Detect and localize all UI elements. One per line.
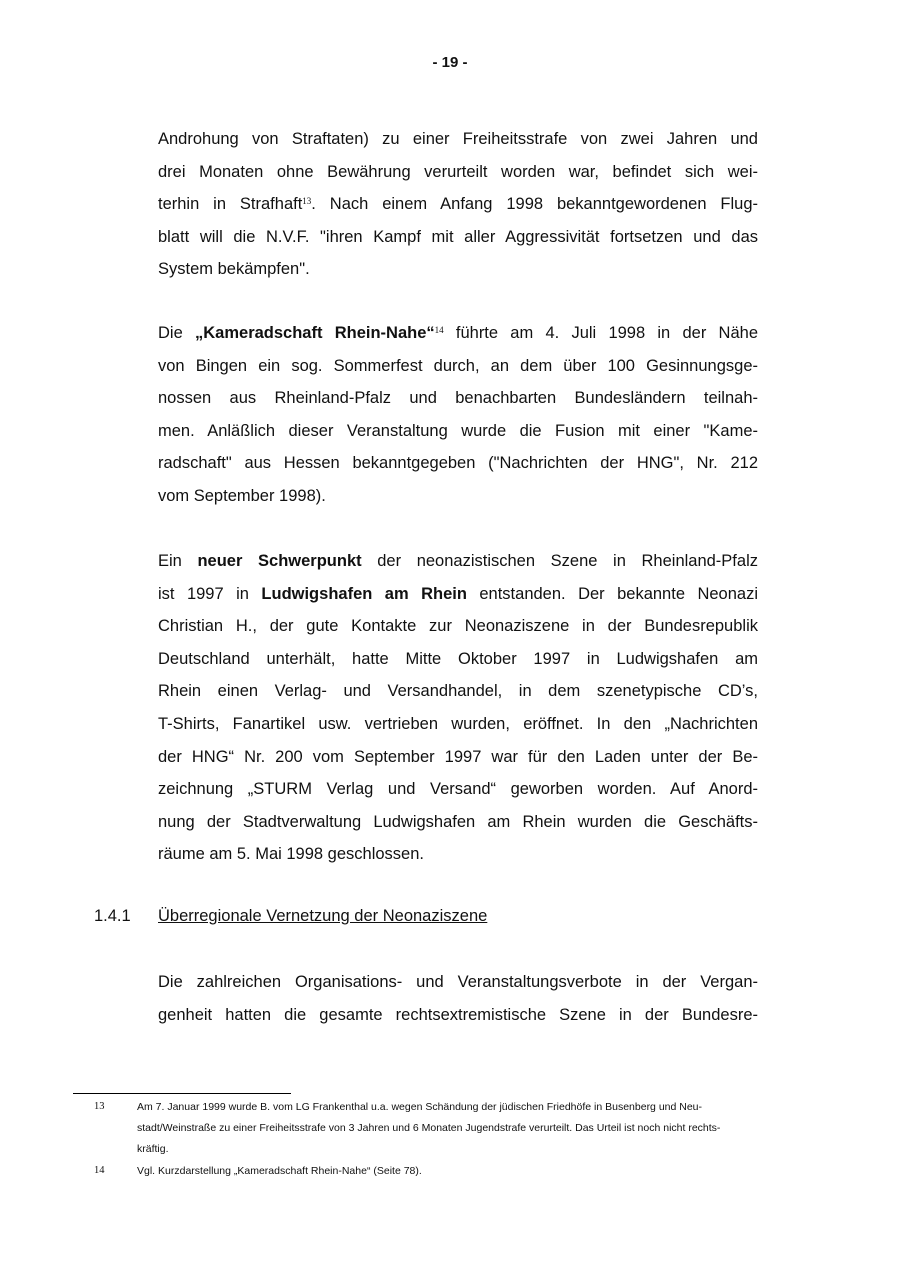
- text-line: [158, 259, 758, 279]
- text-line: [158, 714, 758, 734]
- bold-text: Ludwigshafen am Rhein: [261, 584, 467, 603]
- text-line: [158, 323, 758, 343]
- text: führte am 4. Juli 1998 in der Nähe: [443, 324, 759, 342]
- text: nung der Stadtverwaltung Ludwigshafen am Rhein wurden die Geschäfts-: [158, 812, 758, 831]
- text-line: [158, 779, 758, 799]
- text: Die: [158, 324, 195, 342]
- text: . Nach einem Anfang 1998 bekanntgewordenen Flug-: [311, 195, 758, 214]
- text: der HNG“ Nr. 200 vom September 1997 war für den Laden unter der Be-: [158, 747, 758, 766]
- text: System bekämpfen".: [158, 260, 310, 279]
- text: drei Monaten ohne Bewährung verurteilt worden war, befindet sich wei-: [158, 162, 758, 181]
- page-number: - 19 -: [432, 54, 468, 71]
- text: räume am 5. Mai 1998 geschlossen.: [158, 845, 424, 864]
- text: entstanden. Der bekannte Neonazi: [466, 584, 758, 603]
- text-line: [158, 356, 758, 376]
- footnote-number: 14: [94, 1165, 105, 1176]
- text: von Bingen ein sog. Sommerfest durch, an dem über 100 Gesinnungsge-: [158, 356, 758, 375]
- text-line: [158, 129, 758, 149]
- text-line: [158, 844, 758, 864]
- text: men. Anläßlich dieser Veranstaltung wurde die Fusion mit einer "Kame-: [158, 421, 758, 440]
- text-line: [158, 162, 758, 182]
- text: nossen aus Rheinland-Pfalz und benachbarten Bundesländern teilnah-: [158, 389, 758, 408]
- footnote-line: stadt/Weinstraße zu einer Freiheitsstrafe von 3 Jahren und 6 Monaten Jugendstrafe verurteilt. Das Urteil ist noch nicht rechts-: [137, 1122, 721, 1134]
- text-line: [158, 681, 758, 701]
- footnote-line: Vgl. Kurzdarstellung „Kameradschaft Rhein-Nahe“ (Seite 78).: [137, 1165, 422, 1177]
- text: Rhein einen Verlag- und Versandhandel, in dem szenetypische CD’s,: [158, 682, 758, 701]
- section-number: 1.4.1: [94, 907, 131, 925]
- text-line: [158, 486, 758, 506]
- text: Ein: [158, 552, 198, 570]
- text-line: [158, 747, 758, 767]
- text-line: [158, 616, 758, 636]
- text: der neonazistischen Szene in Rheinland-Pfalz: [361, 552, 758, 570]
- text: Deutschland unterhält, hatte Mitte Oktober 1997 in Ludwigshafen am: [158, 649, 758, 668]
- footnote-divider: [73, 1093, 291, 1094]
- section-title: Überregionale Vernetzung der Neonaziszene: [158, 907, 488, 925]
- text-line: [158, 194, 758, 214]
- text-line: [158, 453, 758, 473]
- bold-text: neuer Schwerpunkt: [197, 552, 362, 570]
- text: radschaft" aus Hessen bekanntgegeben ("Nachrichten der HNG", Nr. 212: [158, 454, 758, 473]
- text-line: [158, 421, 758, 441]
- text-line: [158, 584, 758, 604]
- footnote-line: kräftig.: [137, 1143, 169, 1155]
- text-line: [158, 388, 758, 408]
- text-line: [158, 972, 758, 992]
- footnote-number: 13: [94, 1101, 105, 1112]
- text: Christian H., der gute Kontakte zur Neonaziszene in der Bundesrepublik: [158, 617, 758, 636]
- text-line: [158, 227, 758, 247]
- text: terhin in Strafhaft: [158, 195, 303, 214]
- text-line: [158, 551, 758, 571]
- bold-text: „Kameradschaft Rhein-Nahe“: [195, 324, 435, 342]
- text: zeichnung „STURM Verlag und Versand“ geworben worden. Auf Anord-: [158, 780, 758, 799]
- footnote-line: Am 7. Januar 1999 wurde B. vom LG Frankenthal u.a. wegen Schändung der jüdischen Friedhöfe in Busenberg und Neu-: [137, 1101, 703, 1113]
- text-line: [158, 649, 758, 669]
- text-line: [158, 1005, 758, 1025]
- footnote-reference: 13: [302, 196, 312, 207]
- footnote-reference: 14: [434, 325, 444, 335]
- text: T-Shirts, Fanartikel usw. vertrieben wurden, eröffnet. In den „Nachrichten: [158, 715, 758, 733]
- text: vom September 1998).: [158, 487, 326, 505]
- text-line: [158, 812, 758, 832]
- text: ist 1997 in: [158, 584, 262, 603]
- text: Androhung von Straftaten) zu einer Freiheitsstrafe von zwei Jahren und: [158, 130, 758, 148]
- text: blatt will die N.V.F. "ihren Kampf mit aller Aggressivität fortsetzen und das: [158, 227, 758, 246]
- text: genheit hatten die gesamte rechtsextremistische Szene in der Bundesre-: [158, 1005, 758, 1024]
- text: Die zahlreichen Organisations- und Veranstaltungsverbote in der Vergan-: [158, 973, 758, 991]
